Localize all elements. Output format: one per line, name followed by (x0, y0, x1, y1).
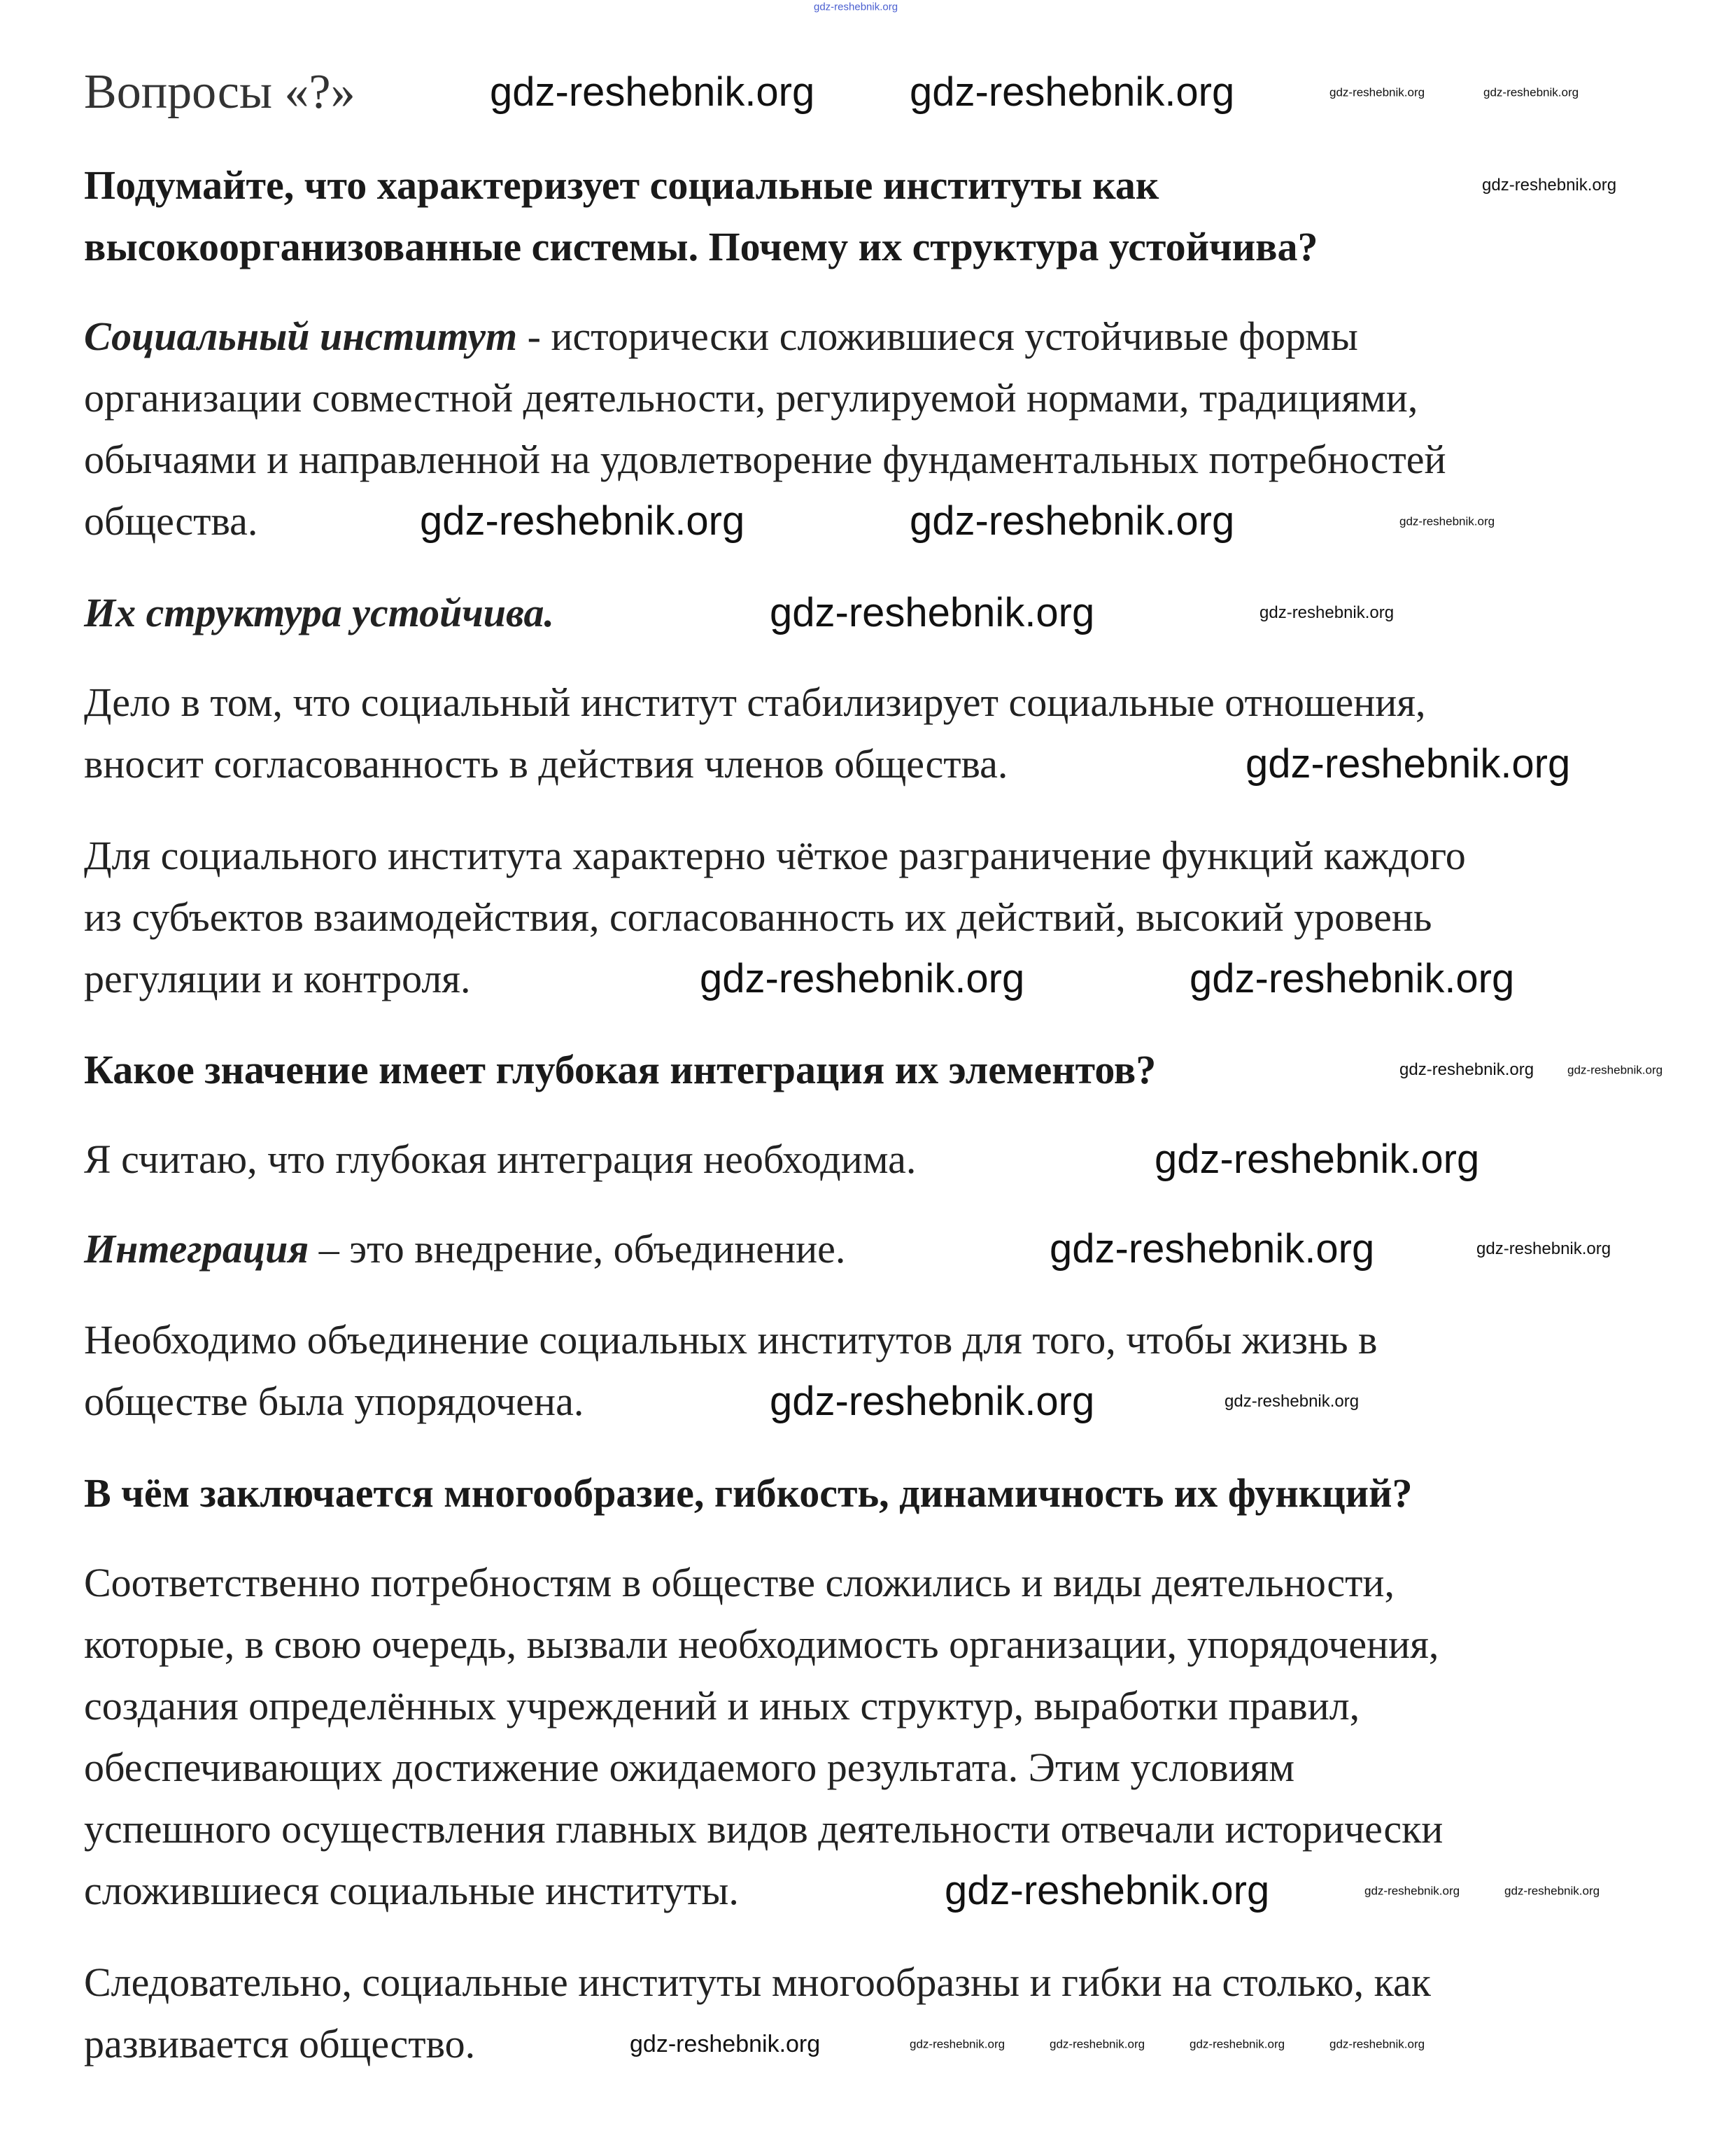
term-social-institution: Социальный институт (84, 314, 518, 359)
paragraph-line: обществе была упорядочена. (84, 1379, 584, 1424)
watermark: gdz-reshebnik.org (1482, 176, 1617, 195)
question-line: высокоорганизованные системы. Почему их структура устойчива? (84, 224, 1318, 269)
question-line: Подумайте, что характеризует социальные институты как (84, 162, 1159, 208)
watermark: gdz-reshebnik.org (1259, 603, 1395, 622)
paragraph-4: Я считаю, что глубокая интеграция необходима. (84, 1136, 917, 1182)
watermark: gdz-reshebnik.org (814, 1, 898, 13)
watermark: gdz-reshebnik.org (910, 2037, 1005, 2051)
paragraph-line: Соответственно потребностям в обществе сложились и виды деятельности, (84, 1560, 1395, 1605)
subheading-structure: Их структура устойчива. (84, 590, 555, 635)
paragraph-line: которые, в свою очередь, вызвали необходимость организации, упорядочения, (84, 1621, 1439, 1667)
watermark: gdz-reshebnik.org (1476, 1239, 1611, 1258)
watermark: gdz-reshebnik.org (1567, 1063, 1663, 1077)
watermark: gdz-reshebnik.org (700, 956, 1025, 1001)
paragraph-line: успешного осуществления главных видов деятельности отвечали исторически (84, 1806, 1444, 1852)
watermark: gdz-reshebnik.org (1364, 1884, 1460, 1898)
paragraph-line: вносит согласованность в действия членов общества. (84, 741, 1008, 787)
question-3: В чём заключается многообразие, гибкость, динамичность их функций? (84, 1470, 1413, 1516)
watermark: gdz-reshebnik.org (1245, 741, 1571, 787)
paragraph-line: Дело в том, что социальный институт стабилизирует социальные отношения, (84, 680, 1426, 725)
paragraph-line: регуляции и контроля. (84, 956, 471, 1001)
paragraph-line: обычаями и направленной на удовлетворение фундаментальных потребностей (84, 437, 1446, 482)
watermark: gdz-reshebnik.org (1050, 1226, 1375, 1272)
text: - исторически сложившиеся устойчивые формы (517, 314, 1358, 359)
paragraph-line: общества. (84, 498, 258, 544)
watermark: gdz-reshebnik.org (490, 69, 815, 115)
paragraph-5 (84, 1218, 845, 1280)
watermark: gdz-reshebnik.org (945, 1868, 1270, 1913)
watermark: gdz-reshebnik.org (630, 2031, 821, 2057)
paragraph-line: организации совместной деятельности, регулируемой нормами, традициями, (84, 375, 1418, 421)
watermark: gdz-reshebnik.org (910, 498, 1235, 544)
watermark: gdz-reshebnik.org (1483, 85, 1579, 99)
paragraph-line: обеспечивающих достижение ожидаемого результата. Этим условиям (84, 1745, 1295, 1790)
paragraph-line: развивается общество. (84, 2021, 476, 2067)
watermark: gdz-reshebnik.org (1190, 2037, 1285, 2051)
page-title: Вопросы «?» (84, 65, 355, 119)
paragraph-line: сложившиеся социальные институты. (84, 1868, 739, 1913)
watermark: gdz-reshebnik.org (420, 498, 745, 544)
paragraph-6 (84, 1309, 1377, 1432)
term-integration: Интеграция (84, 1226, 309, 1272)
paragraph-line (84, 306, 1358, 367)
paragraph-line: из субъектов взаимодействия, согласованность их действий, высокий уровень (84, 894, 1432, 940)
watermark: gdz-reshebnik.org (770, 590, 1095, 635)
watermark: gdz-reshebnik.org (1399, 514, 1495, 528)
question-1 (84, 155, 1318, 278)
watermark: gdz-reshebnik.org (1329, 2037, 1425, 2051)
watermark: gdz-reshebnik.org (1329, 85, 1425, 99)
paragraph-line: создания определённых учреждений и иных структур, выработки правил, (84, 1683, 1360, 1729)
paragraph-definition (84, 306, 1446, 552)
watermark: gdz-reshebnik.org (1225, 1392, 1360, 1411)
paragraph-line: Следовательно, социальные институты многообразны и гибки на столько, как (84, 1959, 1431, 2005)
question-2: Какое значение имеет глубокая интеграция их элементов? (84, 1047, 1157, 1092)
paragraph-line: Необходимо объединение социальных институтов для того, чтобы жизнь в (84, 1317, 1378, 1363)
paragraph-line: Для социального института характерно чёткое разграничение функций каждого (84, 833, 1466, 878)
watermark: gdz-reshebnik.org (770, 1379, 1095, 1424)
watermark: gdz-reshebnik.org (1504, 1884, 1600, 1898)
watermark: gdz-reshebnik.org (1155, 1136, 1480, 1182)
watermark: gdz-reshebnik.org (1190, 956, 1515, 1001)
paragraph-2 (84, 672, 1426, 795)
paragraph-7 (84, 1552, 1443, 1922)
watermark: gdz-reshebnik.org (1399, 1060, 1534, 1079)
watermark: gdz-reshebnik.org (910, 69, 1235, 115)
watermark: gdz-reshebnik.org (1050, 2037, 1145, 2051)
text: – это внедрение, объединение. (309, 1226, 846, 1272)
